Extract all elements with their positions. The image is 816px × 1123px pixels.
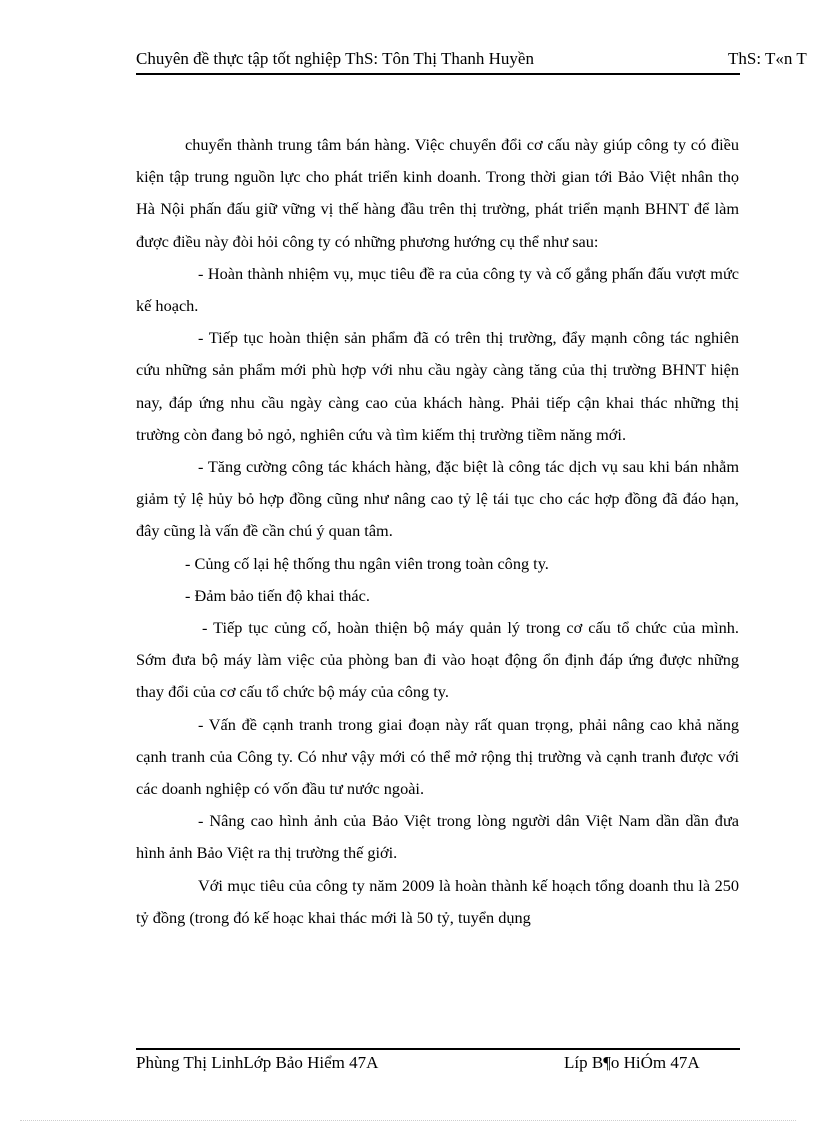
document-body — [136, 129, 739, 934]
header-divider — [136, 73, 740, 75]
header-title-overflow: ThS: T«n T — [728, 49, 807, 68]
list-item: - Tiếp tục củng cố, hoàn thiện bộ máy quản lý trong cơ cấu tổ chức của mình. Sớm đưa bộ máy làm việc của phòng ban đi vào hoạt động ổn định đáp ứng được những thay đổi của cơ cấu tổ chức bộ máy của công ty. — [136, 618, 739, 702]
list-item: - Nâng cao hình ảnh của Bảo Việt trong lòng người dân Việt Nam dần dần đưa hình ảnh Bảo Việt ra thị trường thế giới. — [136, 811, 739, 863]
footer-class: Líp B¶o HiÓm 47A — [564, 1053, 700, 1072]
page-edge-divider — [20, 1120, 796, 1121]
footer-divider — [136, 1048, 740, 1050]
list-item: - Hoàn thành nhiệm vụ, mục tiêu đề ra của công ty và cố gắng phấn đấu vượt mức kế hoạch. — [136, 263, 739, 316]
page-footer — [136, 1053, 740, 1077]
paragraph: chuyển thành trung tâm bán hàng. Việc chuyển đổi cơ cấu này giúp công ty có điều kiện tập trung nguồn lực cho phát triển kinh doanh. Trong thời gian tới Bảo Việt nhân thọ Hà Nội phấn đấu giữ vững vị thế hàng đầu trên thị trường, phát triển mạnh BHNT để làm được điều này đòi hỏi công ty có những phương hướng cụ thể như sau: — [136, 135, 739, 251]
list-item: - Củng cố lại hệ thống thu ngân viên trong toàn công ty. — [185, 553, 549, 573]
list-item: - Vấn đề cạnh tranh trong giai đoạn này rất quan trọng, phải nâng cao khả năng cạnh tranh của Công ty. Có như vậy mới có thể mở rộng thị trường và cạnh tranh được với các doanh nghiệp có vốn đầu tư nước ngoài. — [136, 714, 739, 799]
paragraph: Với mục tiêu của công ty năm 2009 là hoàn thành kế hoạch tổng doanh thu là 250 tỷ đồng (trong đó kế hoạc khai thác mới là 50 tỷ, tuyển dụng — [136, 875, 739, 927]
list-item: - Tiếp tục hoàn thiện sản phẩm đã có trên thị trường, đẩy mạnh công tác nghiên cứu những sản phẩm mới phù hợp với nhu cầu ngày càng tăng của thị trường BHNT hiện nay, đáp ứng nhu cầu ngày càng cao của khách hàng. Phải tiếp cận khai thác những thị trường còn đang bỏ ngỏ, nghiên cứu và tìm kiếm thị trường tiềm năng mới. — [136, 328, 739, 444]
header-title: Chuyên đề thực tập tốt nghiệp ThS: Tôn Thị Thanh Huyền — [136, 49, 534, 68]
list-item: - Tăng cường công tác khách hàng, đặc biệt là công tác dịch vụ sau khi bán nhằm giảm tỷ lệ hủy bỏ hợp đồng cũng như nâng cao tỷ lệ tái tục cho các hợp đồng đã đáo hạn, đây cũng là vấn đề cần chú ý quan tâm. — [136, 457, 739, 541]
list-item: - Đảm bảo tiến độ khai thác. — [185, 585, 370, 605]
footer-author: Phùng Thị LinhLớp Bảo Hiểm 47A — [136, 1053, 379, 1072]
